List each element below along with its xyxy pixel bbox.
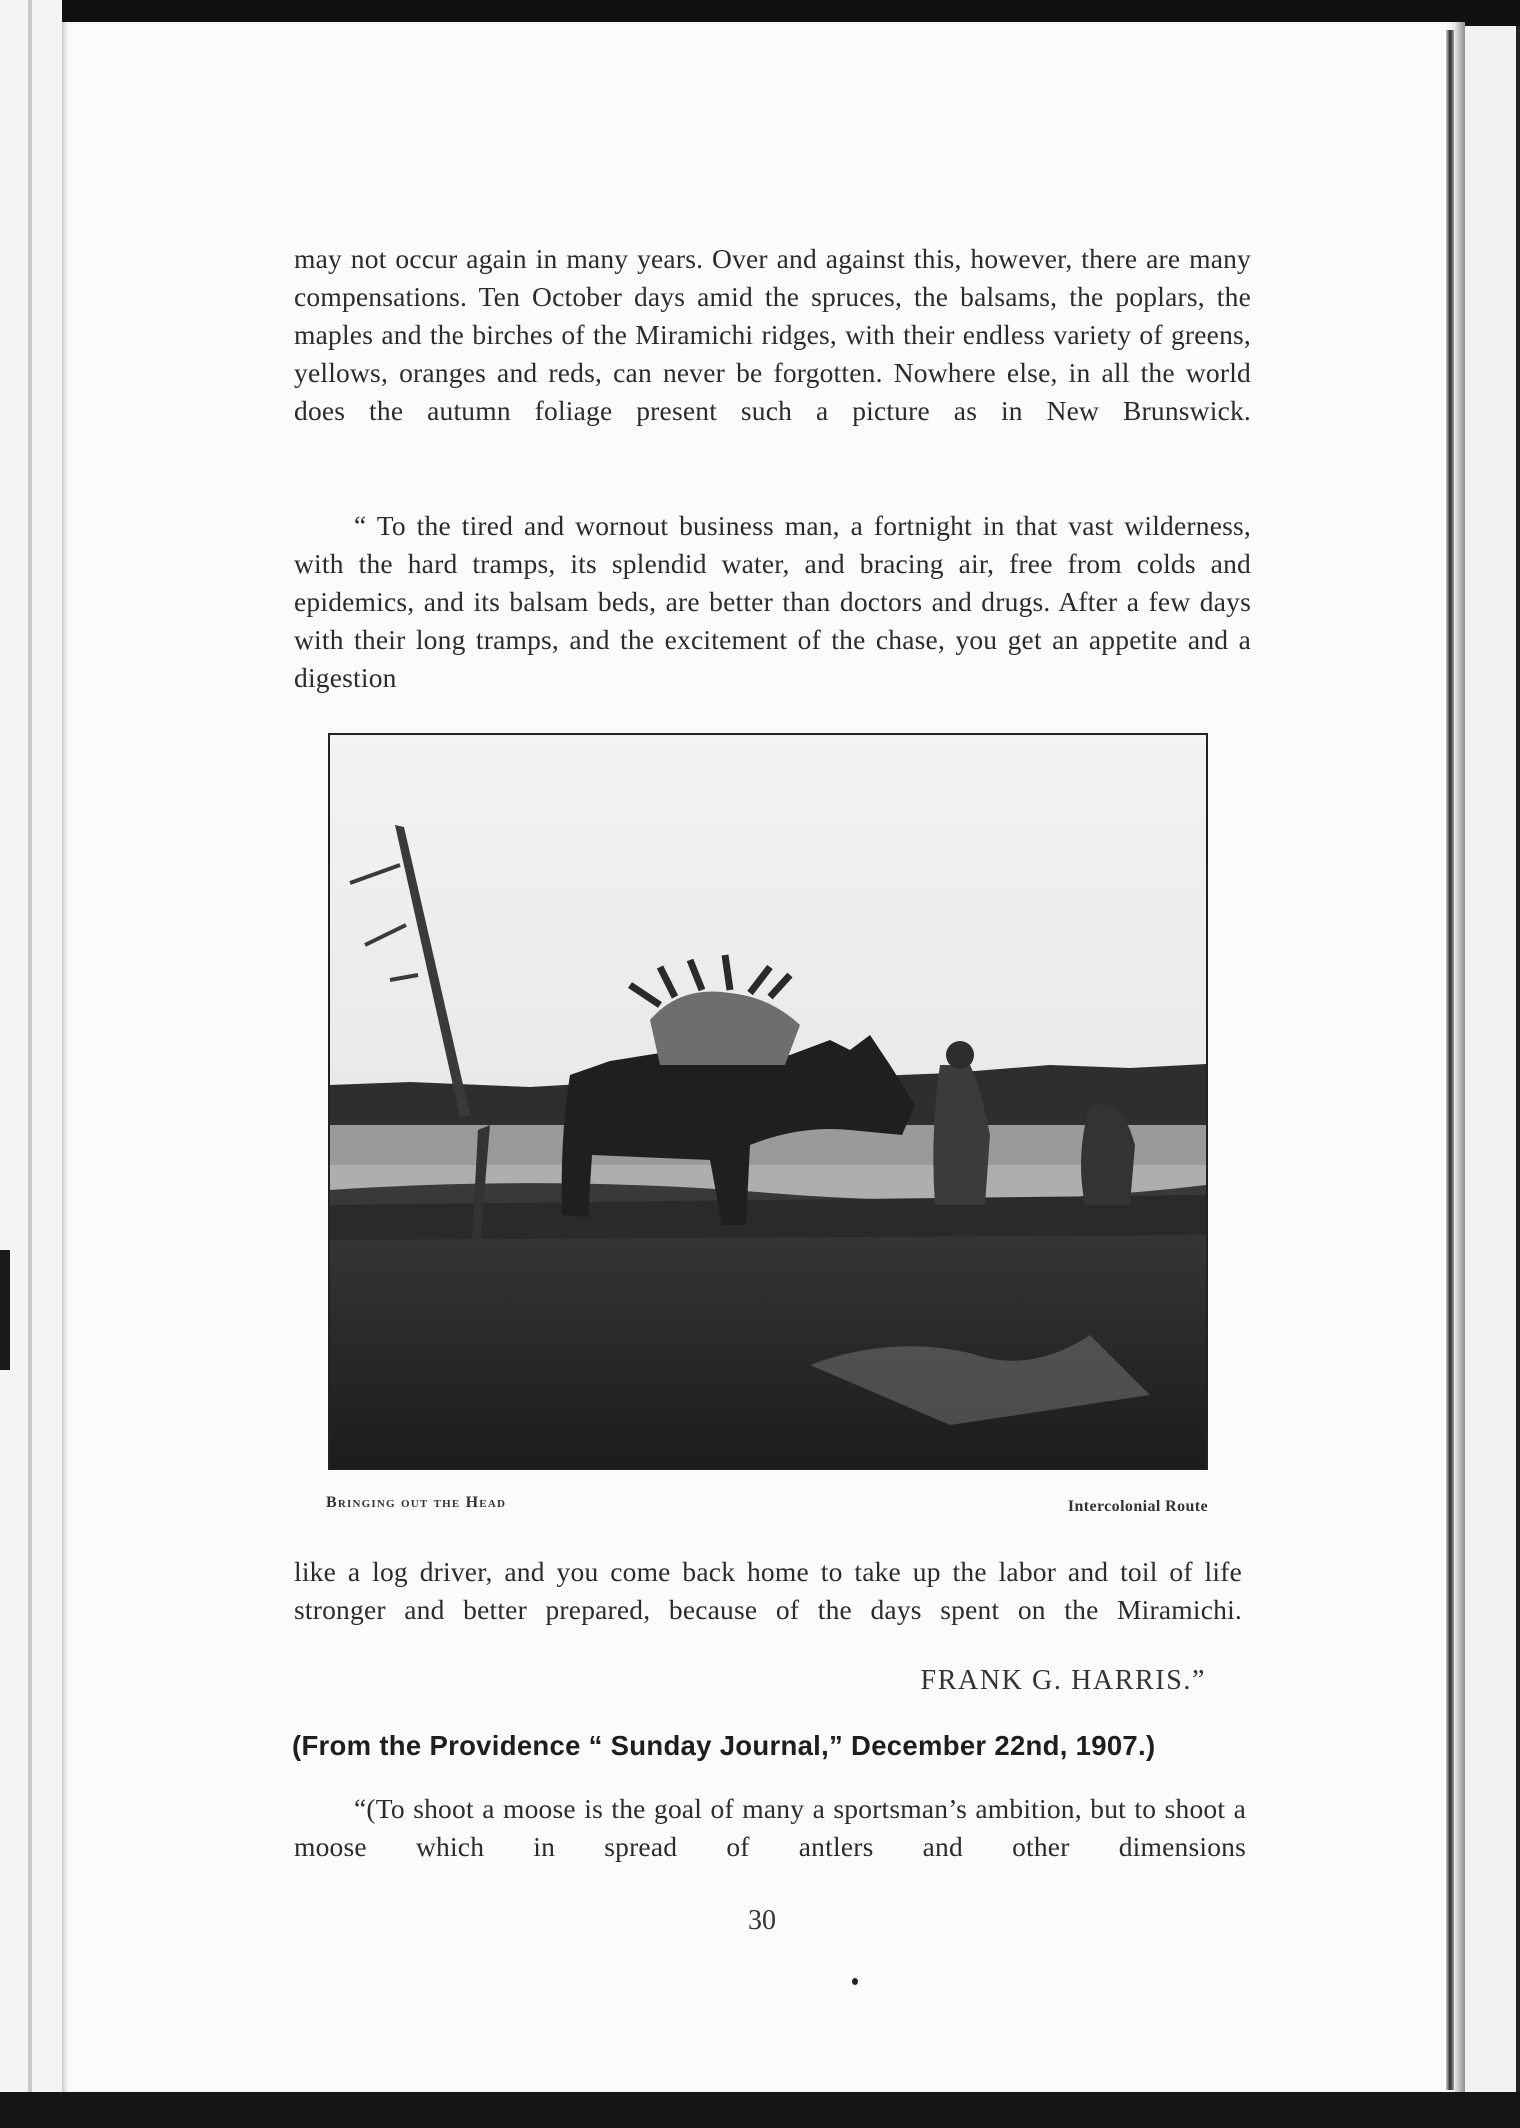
top-paragraph: may not occur again in many years. Over and against this, however, there are many compensations. Ten October days amid the spruces, the balsams, the poplars, the maples and the birches of the Miramichi ridges, with their endless variety of greens, yellows, oranges and reds, can never be forgotten. Nowhere else, in all the world does the autumn foliage present such a picture as in New Brunswick.	[294, 243, 1251, 426]
signature: FRANK G. HARRIS.”	[920, 1665, 1206, 1696]
continuation-paragraph-block	[294, 1553, 1242, 1629]
page-gutter-shadow	[1446, 30, 1454, 2090]
top-paragraph-block	[294, 240, 1251, 430]
source-heading: (From the Providence “ Sunday Journal,” December 22nd, 1907.)	[292, 1730, 1156, 1761]
photo-caption-left: Bringing out the Head	[326, 1494, 507, 1511]
page-number: 30	[748, 1905, 776, 1936]
quote-paragraph: “(To shoot a moose is the goal of many a sportsman’s ambition, but to shoot a moose which in spread of antlers and other dimensions	[294, 1793, 1246, 1862]
second-paragraph: “ To the tired and wornout business man, a fortnight in that vast wilderness, with the hard tramps, its splendid water, and bracing air, free from colds and epidemics, and its balsam beds, are better than doctors and drugs. After a few days with their long tramps, and the excitement of the chase, you get an appetite and a digestion	[294, 510, 1251, 693]
photo-caption-right: Intercolonial Route	[1067, 1498, 1208, 1515]
scan-bottom-border	[0, 2092, 1520, 2128]
second-paragraph-block	[294, 507, 1251, 697]
scan-speck	[852, 1978, 858, 1985]
photograph-moose-head-on-horse	[328, 733, 1208, 1470]
scan-left-edge	[0, 0, 62, 2128]
continuation-paragraph: like a log driver, and you come back home to take up the labor and toil of life stronger and better prepared, because of the days spent on the Miramichi.	[294, 1556, 1242, 1625]
quote-paragraph-block	[294, 1790, 1246, 1866]
photo-illustration	[330, 735, 1206, 1468]
